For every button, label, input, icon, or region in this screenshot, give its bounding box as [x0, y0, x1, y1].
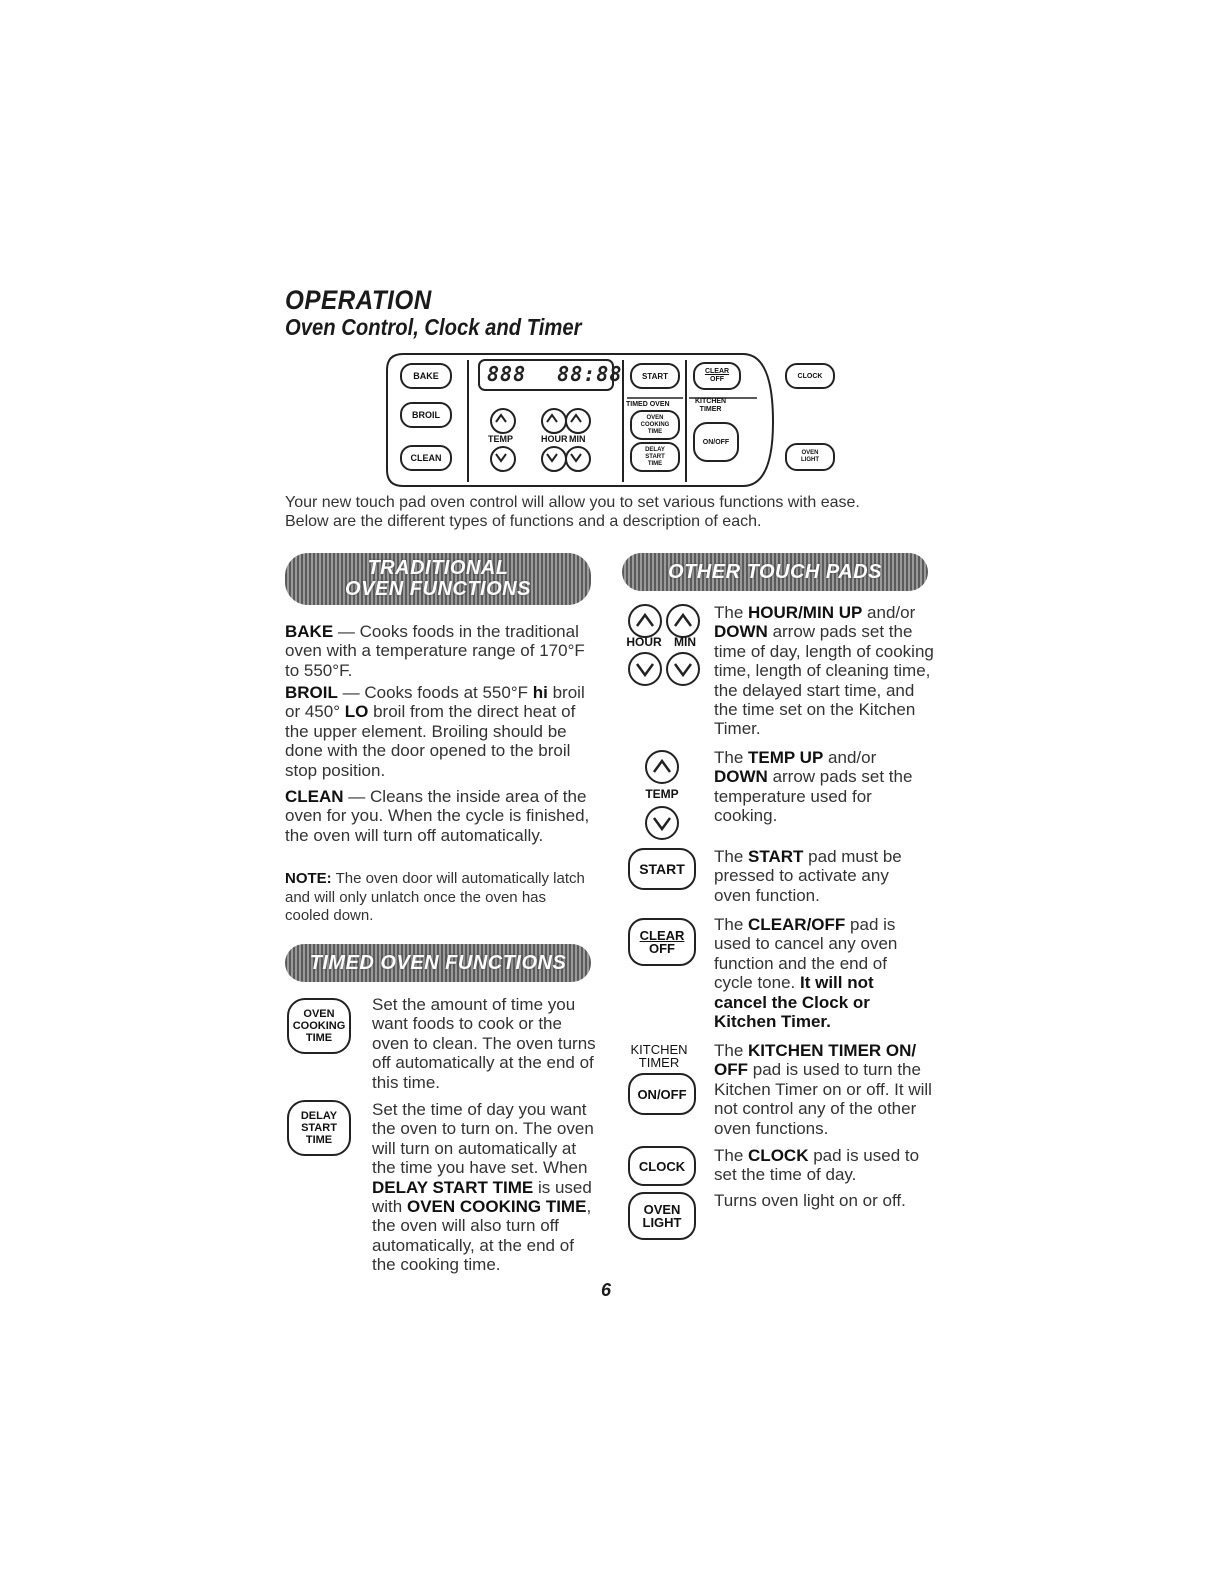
- display-time: 88:88: [557, 362, 623, 386]
- broil-pad[interactable]: BROIL: [400, 402, 452, 428]
- oven-light-pad[interactable]: OVEN LIGHT: [785, 443, 835, 471]
- start-description: The START pad must be pressed to activate any oven function.: [714, 847, 902, 905]
- kitchen-timer-on-off-pad-icon: ON/OFF: [628, 1073, 696, 1115]
- page-number: 6: [601, 1280, 612, 1300]
- min-down-arrow-icon[interactable]: [565, 446, 591, 472]
- hour-down-arrow-icon[interactable]: [541, 446, 567, 472]
- note-text: NOTE: The oven door will automatically latch and will only unlatch once the oven has cooled down.: [285, 870, 585, 924]
- temp-down-arrow-icon[interactable]: [490, 446, 516, 472]
- display-temperature: 888: [487, 362, 527, 386]
- oven-cooking-time-description: Set the amount of time you want foods to cook or the oven to clean. The oven turns off automatically at the end of this time.: [372, 995, 596, 1092]
- clock-pad[interactable]: CLOCK: [785, 363, 835, 389]
- section-heading: OPERATION: [285, 285, 432, 315]
- delay-start-time-description: Set the time of day you want the oven to turn on. The oven will turn on automatically at the time you have set. When DELAY START TIME is used with OVEN COOKING TIME, the oven will also turn off automatically, at the end of the cooking time.: [372, 1100, 594, 1275]
- clock-description: The CLOCK pad is used to set the time of day.: [714, 1146, 920, 1185]
- kitchen-timer-label: KITCHEN TIMER: [695, 398, 727, 413]
- kitchen-timer-description: The KITCHEN TIMER ON/ OFF pad is used to turn the Kitchen Timer on or off. It will not control any of the other oven functions.: [714, 1041, 932, 1138]
- clean-pad[interactable]: CLEAN: [400, 445, 452, 471]
- timed-oven-functions-banner: TIMED OVEN FUNCTIONS: [285, 944, 591, 982]
- hour-label: HOUR: [626, 635, 662, 649]
- oven-light-description: Turns oven light on or off.: [714, 1191, 906, 1210]
- oven-cooking-time-pad[interactable]: OVEN COOKING TIME: [630, 410, 680, 440]
- broil-description: BROIL — Cooks foods at 550°F hi broil or 450° LO broil from the direct heat of the upper element. Broiling should be done with the door opened to the broil stop position.: [285, 683, 585, 780]
- oven-light-pad-icon: OVEN LIGHT: [628, 1192, 696, 1240]
- start-pad[interactable]: START: [630, 363, 680, 389]
- clear-off-description: The CLEAR/OFF pad is used to cancel any oven function and the end of cycle tone. It will not cancel the Clock or Kitchen Timer.: [714, 915, 898, 1032]
- other-touch-pads-banner: OTHER TOUCH PADS: [622, 553, 928, 591]
- temp-up-arrow-icon: [645, 750, 679, 784]
- temp-label: TEMP: [645, 787, 679, 801]
- delay-start-time-icon: DELAY START TIME: [287, 1100, 351, 1156]
- oven-cooking-time-icon: OVEN COOKING TIME: [287, 998, 351, 1054]
- clock-pad-icon: CLOCK: [628, 1146, 696, 1186]
- min-label: MIN: [674, 635, 696, 649]
- timed-oven-label: TIMED OVEN: [626, 401, 670, 408]
- kitchen-timer-on-off-pad[interactable]: ON/OFF: [693, 422, 739, 462]
- page-subtitle: Oven Control, Clock and Timer: [285, 314, 582, 340]
- hour-min-description: The HOUR/MIN UP and/or DOWN arrow pads set the time of day, length of cooking time, length of cleaning time, the delayed start time, and the time set on the Kitchen Timer.: [714, 603, 934, 739]
- start-pad-icon: START: [628, 848, 696, 890]
- temp-label: TEMP: [488, 434, 514, 444]
- clear-off-pad[interactable]: CLEAR OFF: [693, 362, 741, 390]
- hour-up-arrow-icon: [628, 604, 662, 638]
- hour-down-arrow-icon: [628, 652, 662, 686]
- kitchen-timer-label: KITCHEN TIMER: [630, 1042, 688, 1070]
- hour-up-arrow-icon[interactable]: [541, 408, 567, 434]
- delay-start-time-pad[interactable]: DELAY START TIME: [630, 442, 680, 472]
- bake-description: BAKE — Cooks foods in the traditional oven with a temperature range of 170°F to 550°F.: [285, 622, 585, 680]
- traditional-oven-functions-banner: TRADITIONAL OVEN FUNCTIONS: [285, 553, 591, 605]
- clear-off-pad-icon: CLEAR OFF: [628, 918, 696, 966]
- temp-up-arrow-icon[interactable]: [490, 408, 516, 434]
- intro-text: Your new touch pad oven control will allow you to set various functions with ease. Below are the different types of functions and a description of each.: [285, 494, 860, 530]
- min-label: MIN: [569, 434, 586, 444]
- min-up-arrow-icon[interactable]: [565, 408, 591, 434]
- min-up-arrow-icon: [666, 604, 700, 638]
- temp-down-arrow-icon: [645, 806, 679, 840]
- min-down-arrow-icon: [666, 652, 700, 686]
- hour-label: HOUR: [541, 434, 568, 444]
- bake-pad[interactable]: BAKE: [400, 363, 452, 389]
- clean-description: CLEAN — Cleans the inside area of the oven for you. When the cycle is finished, the oven will turn off automatically.: [285, 787, 590, 845]
- temp-description: The TEMP UP and/or DOWN arrow pads set the temperature used for cooking.: [714, 748, 913, 826]
